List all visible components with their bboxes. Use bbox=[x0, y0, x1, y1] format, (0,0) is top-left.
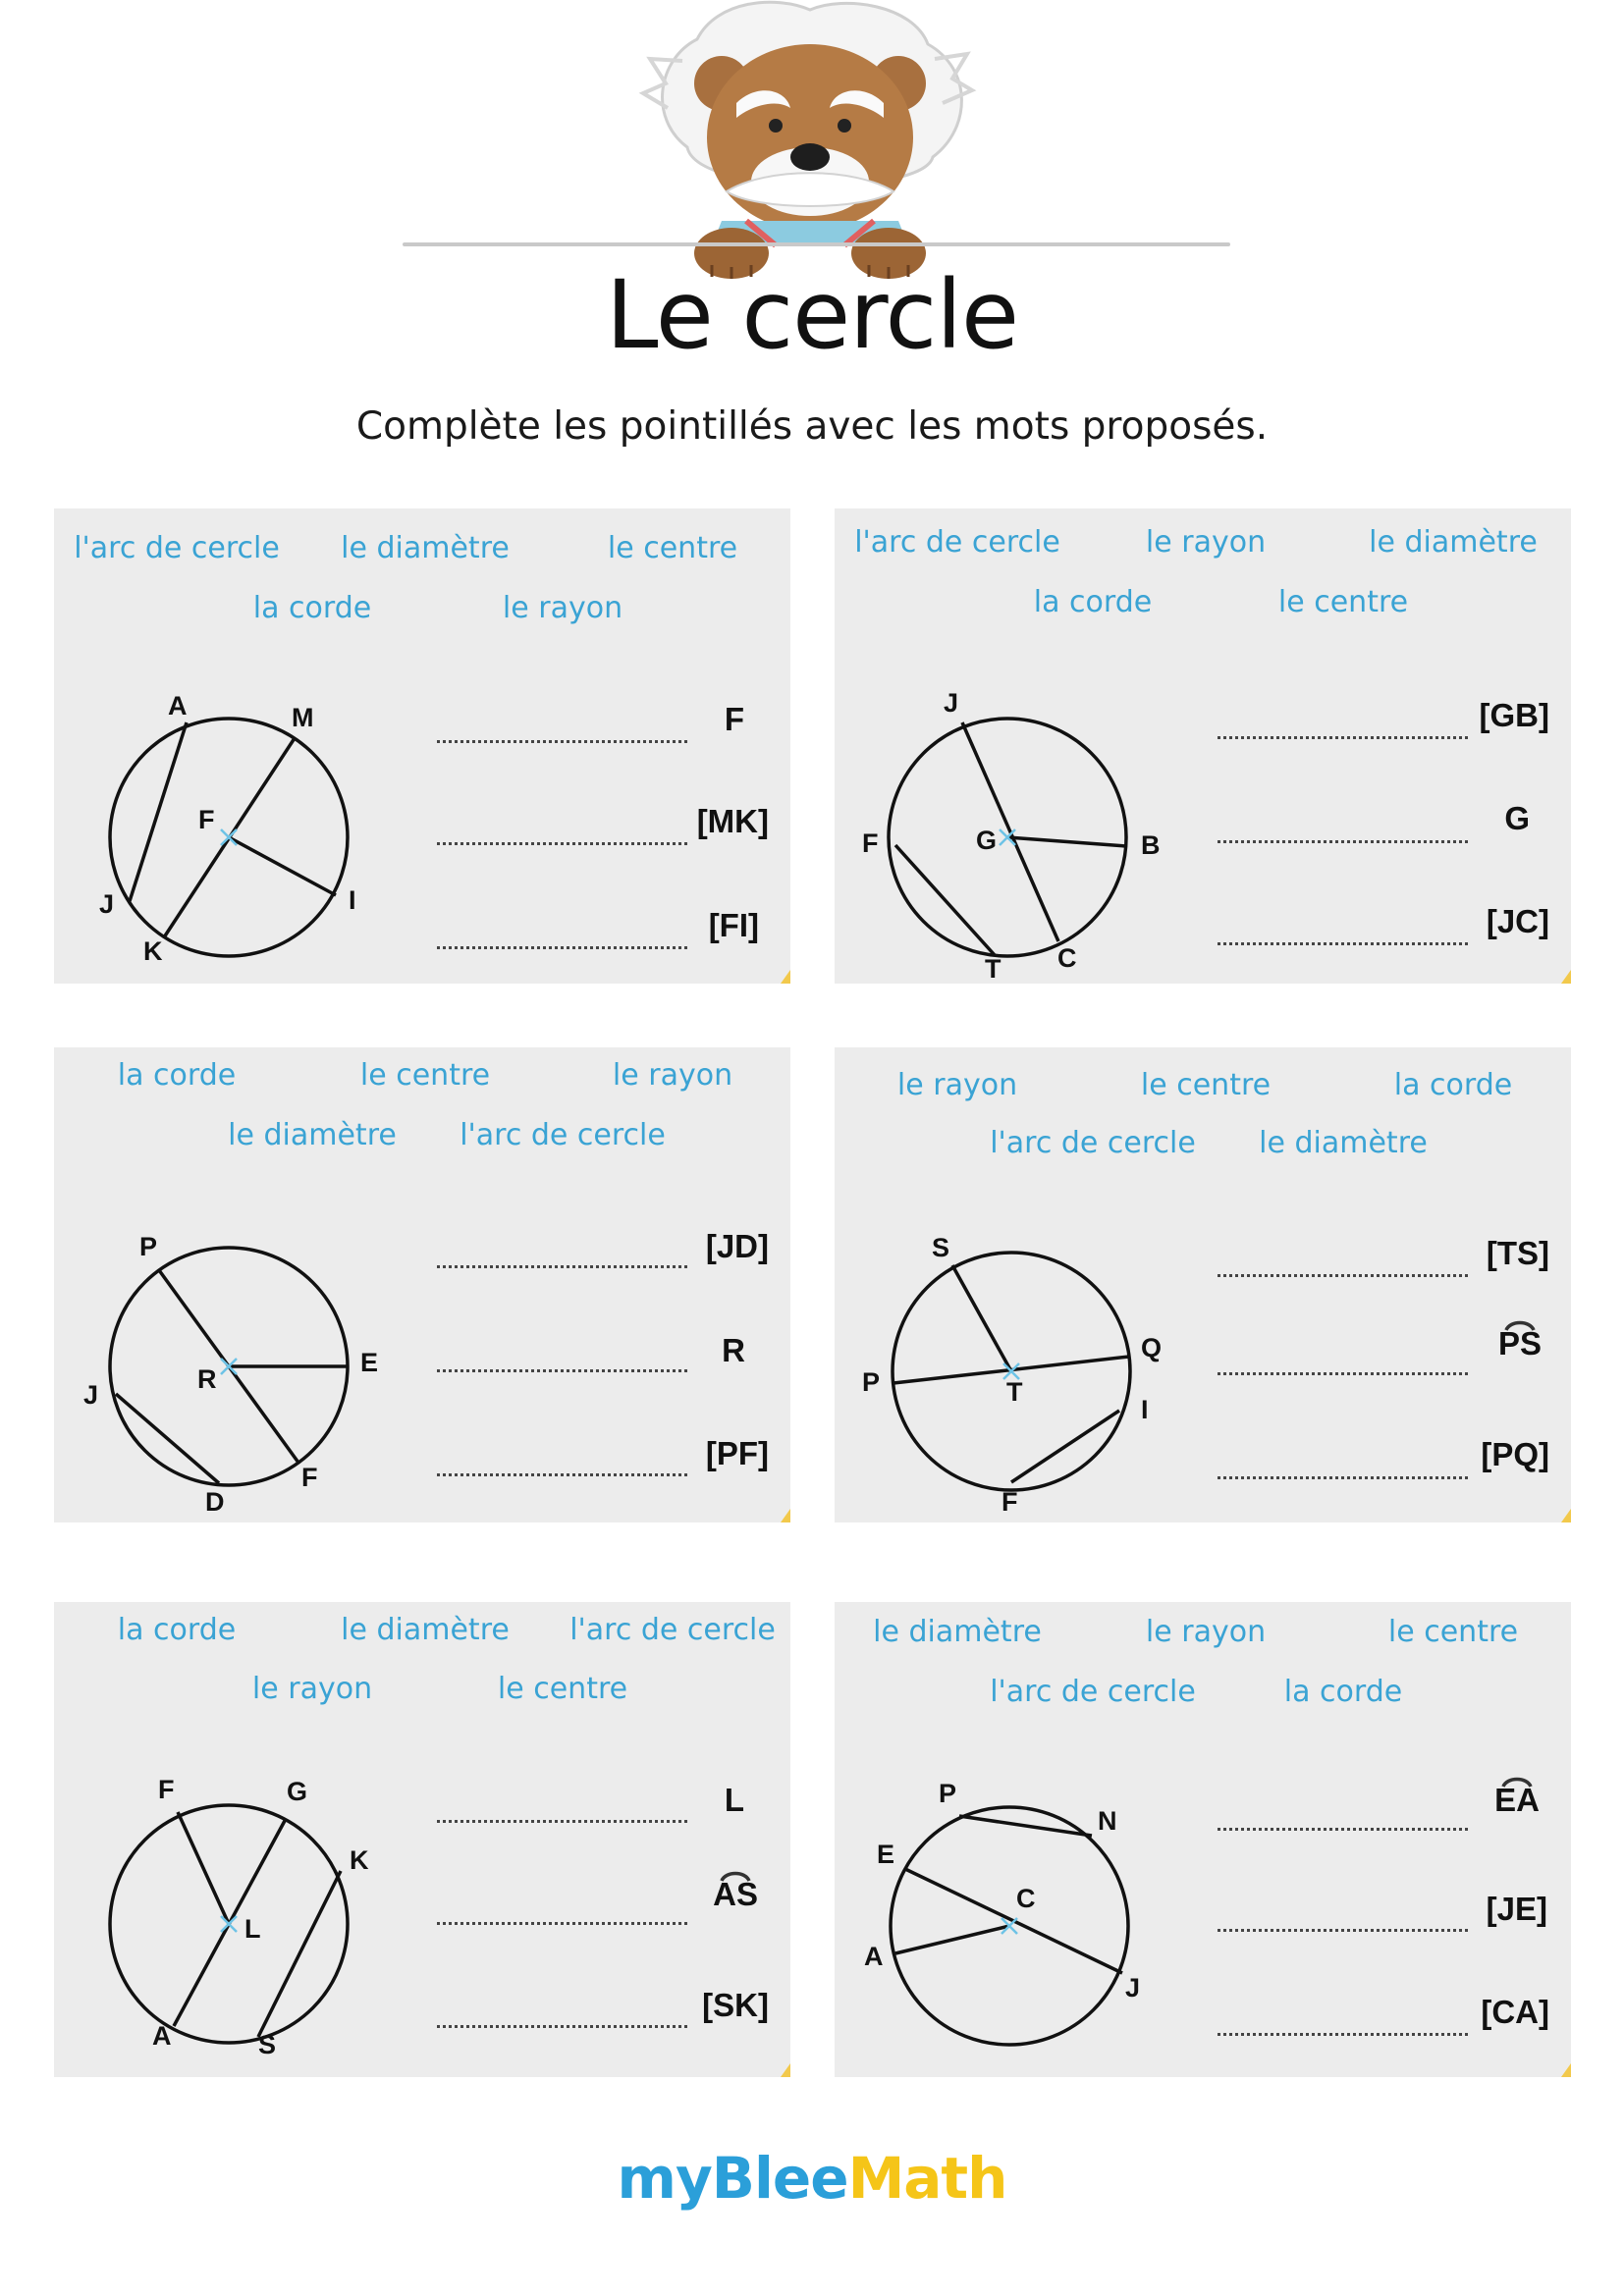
word-option: le rayon bbox=[1145, 1615, 1267, 1649]
point-label: K bbox=[350, 1845, 369, 1875]
circle-figure bbox=[54, 1047, 790, 1522]
answer-label: [CA] bbox=[1481, 1994, 1549, 2030]
word-option: le diamètre bbox=[341, 531, 510, 565]
mascot-illustration bbox=[628, 0, 992, 280]
point-label: A bbox=[152, 2021, 172, 2051]
word-option: le diamètre bbox=[873, 1615, 1042, 1649]
answer-blank[interactable] bbox=[1218, 1476, 1468, 1479]
answer-blank[interactable] bbox=[437, 946, 687, 949]
answer-blank[interactable] bbox=[437, 842, 687, 845]
point-label: M bbox=[292, 703, 314, 732]
answer-label: [JC] bbox=[1486, 903, 1549, 939]
word-option: le centre bbox=[1140, 1068, 1272, 1102]
word-option: l'arc de cercle bbox=[460, 1118, 666, 1152]
answer-label: [PF] bbox=[705, 1435, 769, 1471]
answer-blank[interactable] bbox=[1218, 2033, 1468, 2036]
word-option: le centre bbox=[607, 531, 738, 565]
answer-label: AS bbox=[713, 1876, 758, 1912]
point-label: F bbox=[301, 1463, 318, 1492]
point-label: S bbox=[932, 1233, 950, 1262]
point-label: N bbox=[1098, 1806, 1117, 1836]
answer-blank[interactable] bbox=[437, 740, 687, 743]
answer-blank[interactable] bbox=[437, 1820, 687, 1823]
exercise-panel-2 bbox=[835, 508, 1571, 984]
word-option: le diamètre bbox=[341, 1613, 510, 1647]
point-label: Q bbox=[1141, 1333, 1163, 1362]
circle-figure bbox=[835, 508, 1571, 984]
point-label: J bbox=[83, 1380, 99, 1410]
answer-label: [TS] bbox=[1486, 1235, 1549, 1271]
word-option: l'arc de cercle bbox=[990, 1675, 1196, 1709]
word-option: le rayon bbox=[896, 1068, 1018, 1102]
point-label: T bbox=[985, 954, 1001, 984]
point-label: P bbox=[139, 1232, 158, 1261]
answer-label: [SK] bbox=[702, 1987, 769, 2023]
word-option: l'arc de cercle bbox=[74, 531, 280, 565]
answer-label: [JD] bbox=[705, 1228, 769, 1264]
point-label: P bbox=[939, 1779, 957, 1808]
answer-label: [PQ] bbox=[1481, 1436, 1549, 1472]
answer-blank[interactable] bbox=[437, 2025, 687, 2028]
answer-label: G bbox=[1504, 800, 1530, 836]
word-option: le rayon bbox=[612, 1058, 733, 1093]
word-option: l'arc de cercle bbox=[854, 525, 1060, 560]
header-rule bbox=[403, 242, 1230, 246]
answer-blank[interactable] bbox=[1218, 736, 1468, 739]
answer-label: L bbox=[724, 1782, 744, 1818]
answer-label: PS bbox=[1497, 1325, 1542, 1362]
word-option: le centre bbox=[1277, 585, 1409, 619]
answer-blank[interactable] bbox=[437, 1369, 687, 1372]
answer-blank[interactable] bbox=[1218, 1274, 1468, 1277]
point-label: D bbox=[205, 1487, 225, 1517]
word-option: le rayon bbox=[1145, 525, 1267, 560]
word-option: la corde bbox=[1393, 1068, 1513, 1102]
point-label: R bbox=[197, 1364, 217, 1394]
answer-blank[interactable] bbox=[437, 1922, 687, 1925]
answer-label: [MK] bbox=[696, 803, 769, 839]
point-label: J bbox=[99, 889, 115, 919]
point-label: B bbox=[1141, 830, 1161, 860]
word-option: le diamètre bbox=[228, 1118, 397, 1152]
point-label: E bbox=[360, 1348, 379, 1377]
answer-label: [JE] bbox=[1486, 1891, 1547, 1927]
point-label: F bbox=[158, 1775, 175, 1804]
answer-arc-label bbox=[713, 1869, 758, 1910]
word-option: le centre bbox=[359, 1058, 491, 1093]
page-title: Le cercle bbox=[605, 260, 1019, 370]
point-label: C bbox=[1057, 943, 1077, 973]
exercise-panel-4 bbox=[835, 1047, 1571, 1522]
answer-blank[interactable] bbox=[1218, 840, 1468, 843]
word-option: le diamètre bbox=[1369, 525, 1538, 560]
point-label: E bbox=[877, 1840, 895, 1869]
word-option: la corde bbox=[117, 1058, 237, 1093]
answer-blank[interactable] bbox=[437, 1265, 687, 1268]
point-label: F bbox=[862, 828, 879, 858]
word-option: le diamètre bbox=[1259, 1126, 1428, 1160]
point-label: P bbox=[862, 1367, 881, 1397]
point-label: J bbox=[1125, 1973, 1141, 2002]
word-option: la corde bbox=[117, 1613, 237, 1647]
exercise-panel-3 bbox=[54, 1047, 790, 1522]
word-option: la corde bbox=[1033, 585, 1153, 619]
answer-blank[interactable] bbox=[1218, 1828, 1468, 1831]
point-label: A bbox=[864, 1942, 884, 1971]
point-label: L bbox=[244, 1914, 261, 1944]
point-label: A bbox=[168, 691, 188, 721]
word-option: la corde bbox=[1283, 1675, 1403, 1709]
instructions: Complète les pointillés avec les mots proposés. bbox=[355, 404, 1269, 449]
exercise-panel-5 bbox=[54, 1602, 790, 2077]
word-option: le rayon bbox=[502, 591, 623, 625]
circle-figure bbox=[835, 1047, 1571, 1522]
answer-arc-label bbox=[1494, 1775, 1540, 1816]
brand-part-2: Math bbox=[847, 2145, 1007, 2212]
point-label: G bbox=[976, 826, 998, 855]
answer-label: [FI] bbox=[708, 907, 759, 943]
point-label: G bbox=[287, 1777, 308, 1806]
point-label: J bbox=[944, 688, 959, 718]
circle-figure bbox=[54, 508, 790, 984]
point-label: T bbox=[1006, 1377, 1023, 1407]
answer-blank[interactable] bbox=[1218, 1929, 1468, 1932]
point-label: S bbox=[258, 2030, 277, 2059]
answer-label: F bbox=[724, 701, 744, 737]
answer-label: EA bbox=[1494, 1782, 1540, 1818]
brand-logo bbox=[0, 2145, 1624, 2212]
word-option: l'arc de cercle bbox=[569, 1613, 776, 1647]
circle-figure bbox=[835, 1602, 1571, 2077]
word-option: l'arc de cercle bbox=[990, 1126, 1196, 1160]
point-label: I bbox=[349, 885, 356, 915]
answer-blank[interactable] bbox=[1218, 1372, 1468, 1375]
point-label: K bbox=[143, 936, 163, 966]
point-label: C bbox=[1016, 1884, 1036, 1913]
circle-figure bbox=[54, 1602, 790, 2077]
answer-blank[interactable] bbox=[437, 1473, 687, 1476]
answer-label: [GB] bbox=[1479, 697, 1549, 733]
word-option: le rayon bbox=[251, 1672, 373, 1706]
word-option: le centre bbox=[1387, 1615, 1519, 1649]
answer-arc-label bbox=[1498, 1318, 1542, 1360]
exercise-panel-1 bbox=[54, 508, 790, 984]
answer-blank[interactable] bbox=[1218, 942, 1468, 945]
word-option: la corde bbox=[252, 591, 372, 625]
word-option: le centre bbox=[497, 1672, 628, 1706]
point-label: F bbox=[1001, 1487, 1018, 1517]
point-label: F bbox=[198, 805, 215, 834]
point-label: I bbox=[1141, 1395, 1149, 1424]
answer-label: R bbox=[722, 1332, 745, 1368]
exercise-panel-6 bbox=[835, 1602, 1571, 2077]
brand-part-1: myBlee bbox=[617, 2145, 848, 2212]
